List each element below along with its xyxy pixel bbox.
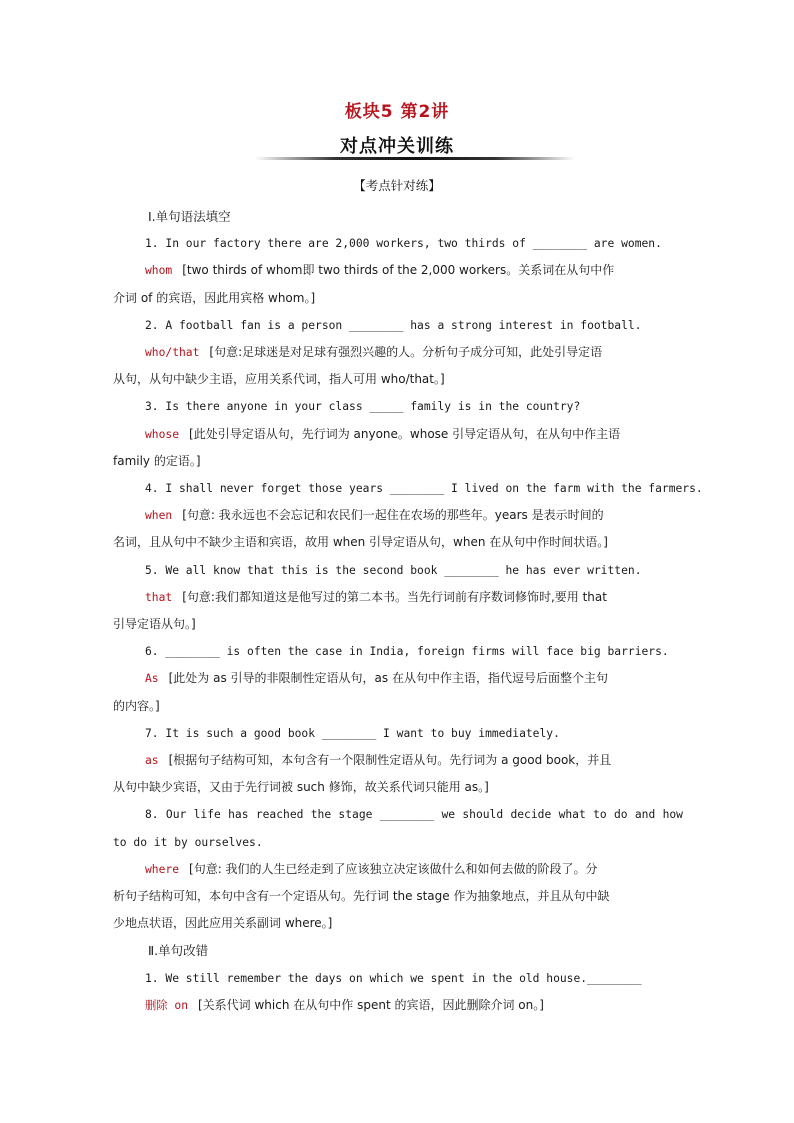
practice-label: 【考点针对练】 xyxy=(353,178,441,193)
explanation-text: 名词，且从句中不缺少主语和宾语，故用 when 引导定语从句，when 在从句中作时间状语。] xyxy=(113,535,608,550)
answer-text: 删除 on xyxy=(145,998,188,1012)
answer-text: As xyxy=(145,672,159,686)
answer-line xyxy=(113,665,683,692)
explanation-text: [two thirds of whom即 two thirds of the 2,000 workers。关系词在从句中作 xyxy=(182,263,615,278)
answer-text: that xyxy=(145,590,173,604)
explanation-text: [句意: 我永远也不会忘记和农民们一起住在农场的那些年。years 是表示时间的 xyxy=(182,508,604,523)
explanation-line xyxy=(113,448,683,475)
question-line: 4. I shall never forget those years ________ I lived on the farm with the farmers. xyxy=(145,482,703,496)
explanation-text: 从句中缺少宾语，又由于先行词被 such 修饰，故关系代词只能用 as。] xyxy=(113,780,489,795)
explanation-text: family 的定语。] xyxy=(113,453,201,468)
explanation-text: [此处为 as 引导的非限制性定语从句，as 在从句中作主语，指代逗号后面整个主句 xyxy=(168,671,608,686)
explanation-text: 的内容。] xyxy=(113,698,160,713)
page-subtitle: 对点冲关训练 xyxy=(340,136,454,157)
answer-line xyxy=(113,856,683,883)
answer-line xyxy=(113,257,683,284)
question-line: 6. ________ is often the case in India, foreign firms will face big barriers. xyxy=(145,645,669,659)
answer-text: when xyxy=(145,509,173,523)
question-line: to do it by ourselves. xyxy=(113,835,263,849)
explanation-line xyxy=(113,774,683,801)
answer-line xyxy=(113,747,683,774)
question-line: 7. It is such a good book ________ I want to buy immediately. xyxy=(145,726,560,740)
explanation-text: [关系代词 which 在从句中作 spent 的宾语，因此删除介词 on。] xyxy=(198,997,544,1012)
explanation-text: 析句子结构可知，本句中含有一个定语从句。先行词 the stage 作为抽象地点，并且从句中缺 xyxy=(113,889,610,904)
explanation-line xyxy=(113,366,683,393)
explanation-line xyxy=(113,285,683,312)
explanation-line xyxy=(113,883,683,910)
explanation-line xyxy=(113,910,683,937)
question-line: 5. We all know that this is the second book ________ he has ever written. xyxy=(145,563,642,577)
answer-line xyxy=(113,584,683,611)
answer-text: whom xyxy=(145,264,173,278)
section-heading: Ⅰ.单句语法填空 xyxy=(148,209,231,224)
section-heading: Ⅱ.单句改错 xyxy=(148,943,209,959)
question-line: 1. In our factory there are 2,000 workers, two thirds of ________ are women. xyxy=(145,237,662,251)
explanation-line xyxy=(113,611,683,638)
question-line: 2. A football fan is a person ________ has a strong interest in football. xyxy=(145,318,642,332)
explanation-text: 少地点状语，因此应用关系副词 where。] xyxy=(113,916,333,931)
explanation-line xyxy=(113,693,683,720)
explanation-text: [句意: 我们的人生已经走到了应该独立决定该做什么和如何去做的阶段了。分 xyxy=(189,861,598,876)
answer-text: as xyxy=(145,754,159,768)
answer-line xyxy=(113,421,683,448)
title-divider xyxy=(255,157,575,160)
answer-text: where xyxy=(145,862,180,876)
answer-line xyxy=(113,992,683,1019)
answer-line xyxy=(113,339,683,366)
explanation-text: [根据句子结构可知，本句含有一个限制性定语从句。先行词为 a good book，并且 xyxy=(168,753,612,768)
exercise-content xyxy=(113,203,703,1019)
explanation-text: 从句，从句中缺少主语，应用关系代词，指人可用 who/that。] xyxy=(113,372,445,387)
question-line: 8. Our life has reached the stage ________ we should decide what to do and how xyxy=(145,808,683,822)
question-line: 3. Is there anyone in your class _____ family is in the country? xyxy=(145,400,581,414)
explanation-line xyxy=(113,529,683,556)
page-title: 板块5 第2讲 xyxy=(344,102,450,122)
answer-text: whose xyxy=(145,427,180,441)
answer-line xyxy=(113,502,683,529)
explanation-text: 介词 of 的宾语，因此用宾格 whom。] xyxy=(113,290,316,305)
question-line: 1. We still remember the days on which we spent in the old house.________ xyxy=(145,971,642,985)
answer-text: who/that xyxy=(145,346,200,360)
explanation-text: [此处引导定语从句，先行词为 anyone。whose 引导定语从句，在从句中作主语 xyxy=(189,426,621,441)
explanation-text: 引导定语从句。] xyxy=(113,617,196,632)
explanation-text: [句意:足球迷是对足球有强烈兴趣的人。分析句子成分可知，此处引导定语 xyxy=(209,345,603,360)
explanation-text: [句意:我们都知道这是他写过的第二本书。当先行词前有序数词修饰时,要用 that xyxy=(182,589,607,604)
